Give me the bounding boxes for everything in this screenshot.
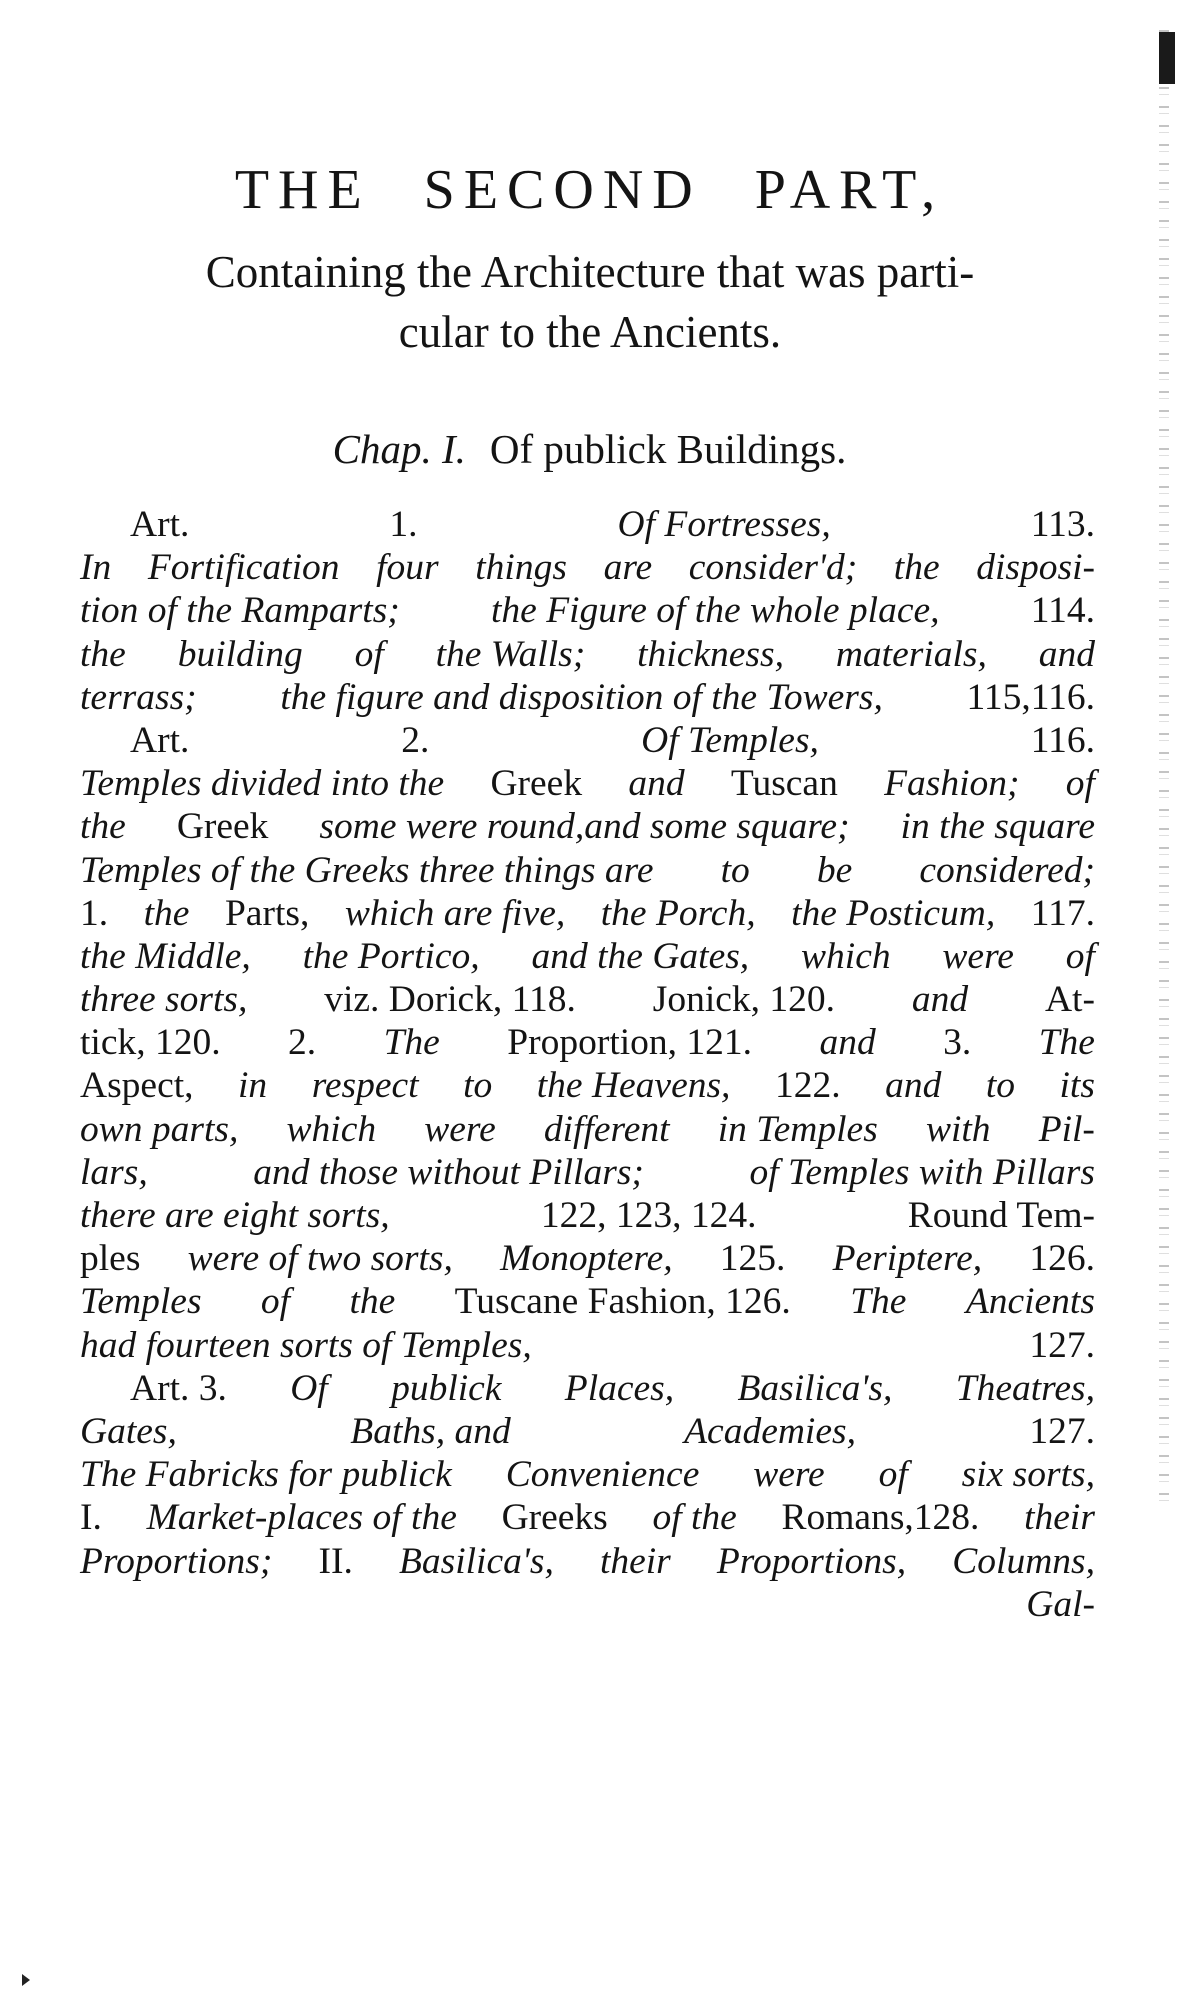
text-segment: the Posticum, [791,892,996,934]
text-segment: respect [311,1065,419,1107]
text-segment: three sorts, [80,979,248,1021]
text-segment: Of Fortresses, [617,504,831,545]
part-heading: THE SECOND PART, [234,159,945,221]
text-segment: own parts, [80,1108,239,1150]
text-segment: the Walls; [435,633,586,675]
scan-corner-mark [22,1974,30,1986]
scan-edge-noise [1159,30,1169,1510]
text-segment: Places, [564,1367,675,1409]
text-segment: 2. [288,1022,317,1064]
text-segment: and the Gates, [531,935,750,977]
text-segment: Greeks [501,1497,608,1539]
text-segment: materials, [835,633,987,675]
text-segment: Tuscane Fashion, 126. [454,1281,791,1323]
text-segment: II. [318,1540,353,1582]
text-segment: disposi- [976,547,1095,589]
text-line [80,719,1095,762]
text-segment: Art. [130,504,190,545]
text-line [80,1540,1095,1583]
text-line [80,1021,1095,1064]
text-segment: Temples of the Greeks three things are [80,849,654,891]
text-segment: the [143,892,190,934]
text-segment: Pil- [1038,1108,1095,1150]
text-segment: Aspect, [80,1065,194,1107]
text-segment: be [816,849,853,891]
text-segment: ples [80,1238,141,1280]
text-segment: there are eight sorts, [80,1195,390,1236]
text-segment: which are five, [344,892,566,934]
text-segment: Market-places of the [146,1497,457,1539]
text-segment: of [260,1281,291,1323]
text-segment: things [475,547,567,589]
text-segment: of [354,633,384,675]
text-segment: The [383,1022,440,1064]
text-segment: 114. [1030,590,1095,632]
text-segment: Convenience [505,1454,700,1496]
text-segment: four [376,547,439,589]
text-line [80,1237,1095,1280]
subtitle-line: Containing the Architecture that was parti- [205,247,975,297]
text-segment: 3. [943,1022,972,1064]
text-segment: which [286,1108,377,1150]
text-line [80,1280,1095,1323]
text-line [80,676,1095,719]
text-segment: terrass; [80,676,197,718]
text-segment: the figure and disposition of the Towers, [280,676,883,718]
text-segment: and [819,1022,876,1064]
text-segment: 116. [1030,719,1095,761]
text-line [80,1324,1095,1367]
text-segment: 1. [389,504,418,545]
text-line [80,849,1095,892]
text-segment: Romans,128. [781,1497,980,1539]
text-segment: lars, [80,1151,148,1193]
chapter-title: Of publick Buildings. [489,426,847,472]
text-segment: Tuscan [730,763,838,805]
text-segment: Ancients [965,1281,1095,1323]
text-segment: I. [80,1497,102,1539]
text-segment: Columns, [952,1540,1095,1582]
text-segment: its [1059,1065,1095,1107]
text-segment: 126. [1029,1238,1095,1280]
text-segment: Fortification [147,547,340,589]
text-segment: of [1065,763,1095,805]
text-segment: of [878,1454,908,1496]
text-segment: the Portico, [302,935,480,977]
text-segment: The Fabricks for publick [80,1454,452,1496]
text-line [80,633,1095,676]
text-segment: the [80,633,126,675]
text-line [80,1151,1095,1194]
text-segment: viz. Dorick, 118. [324,979,576,1021]
text-segment: Art. 3. [130,1367,227,1409]
text-line [80,935,1095,978]
text-segment: and [1038,633,1095,675]
text-segment: had fourteen sorts of Temples, [80,1324,532,1366]
text-segment: the [80,806,126,848]
text-segment: The [1038,1022,1095,1064]
text-segment: the Middle, [80,935,251,977]
text-segment: the Porch, [600,892,756,934]
text-segment: Greek [176,806,269,848]
text-segment: are [603,547,653,589]
text-segment: Of Temples, [641,719,819,761]
text-segment: and [885,1065,942,1107]
text-segment: thickness, [637,633,784,675]
text-segment: 122, 123, 124. [540,1195,757,1236]
text-segment: Temples [80,1281,202,1323]
text-segment: tick, 120. [80,1022,221,1064]
text-segment: Proportions, [716,1540,907,1582]
text-segment: Temples divided into the [80,763,445,805]
chapter-heading [0,425,1179,473]
text-segment: in [238,1065,268,1107]
text-segment: 115,116. [966,676,1095,718]
text-segment: Basilica's, [398,1540,554,1582]
chapter-label: Chap. I. [332,426,466,472]
text-segment: the Figure of the whole place, [491,590,940,632]
text-segment: 125. [719,1238,786,1280]
text-segment: of the [652,1497,737,1539]
text-segment: the Heavens, [536,1065,731,1107]
text-segment: In [80,547,112,589]
text-segment: building [177,633,303,675]
text-line [80,1410,1095,1453]
text-segment: Periptere, [832,1238,983,1280]
text-segment: Round Tem- [907,1195,1095,1236]
table-of-contents-text [80,503,1095,1626]
text-segment: of Temples with Pillars [749,1151,1095,1193]
text-segment: Basilica's, [737,1367,893,1409]
text-segment: with [925,1108,991,1150]
text-segment: were of two sorts, [187,1238,453,1280]
text-segment: 1. [80,892,109,934]
text-segment: which [801,935,891,977]
text-line [80,805,1095,848]
text-line [80,503,1095,546]
text-segment: the [893,547,940,589]
text-segment: some were round,and some square; [319,806,850,848]
text-segment: publick [391,1367,502,1409]
scan-edge-mark [1159,32,1175,84]
text-segment: Fashion; [884,763,1020,805]
text-line [80,1583,1095,1626]
text-line [80,546,1095,589]
text-segment: Greek [490,763,583,805]
text-segment: Monoptere, [500,1238,673,1280]
text-segment: Academies, [684,1410,856,1452]
text-line [80,589,1095,632]
text-segment: to [720,849,750,891]
text-segment: 127. [1029,1410,1095,1452]
text-line [80,1367,1095,1410]
text-segment: six sorts, [961,1454,1095,1496]
text-segment: Of [290,1367,328,1409]
text-segment: were [942,935,1014,977]
text-line [80,762,1095,805]
text-line [80,892,1095,935]
text-segment: considered; [919,849,1095,891]
text-segment: Gates, [80,1410,177,1452]
text-segment: Art. [130,719,190,761]
text-segment: 113. [1030,504,1095,545]
text-segment: Proportion, 121. [507,1022,753,1064]
text-segment: At- [1044,979,1095,1021]
text-segment: 117. [1030,892,1095,934]
text-segment: their [1024,1497,1095,1539]
text-segment: their [599,1540,671,1582]
text-segment: Proportions; [80,1540,273,1582]
text-segment: to [985,1065,1015,1107]
text-segment: and [628,763,685,805]
text-segment: consider'd; [688,547,858,589]
text-segment: and those without Pillars; [253,1151,644,1193]
text-segment: of [1065,935,1095,977]
text-segment: and [911,979,969,1021]
text-segment: to [463,1065,493,1107]
text-line [80,1496,1095,1539]
text-segment: tion of the Ramparts; [80,590,400,632]
text-segment: Theatres, [955,1367,1095,1409]
text-segment: Baths, and [350,1410,511,1452]
text-segment: 127. [1029,1324,1095,1366]
text-segment: the [349,1281,396,1323]
text-line [80,1108,1095,1151]
text-segment: The [850,1281,907,1323]
text-segment: in Temples [717,1108,878,1150]
text-segment: 2. [401,719,430,761]
text-line [80,1194,1095,1237]
text-segment: 122. [774,1065,841,1107]
part-subtitle [60,242,1120,362]
text-line [80,1064,1095,1107]
text-segment: different [543,1108,670,1150]
text-segment: Jonick, 120. [652,979,836,1021]
text-line [80,1453,1095,1496]
text-line [80,978,1095,1021]
text-segment: Gal- [1026,1583,1095,1625]
subtitle-line: cular to the Ancients. [398,307,782,357]
text-segment: were [424,1108,496,1150]
text-segment: in the square [900,806,1095,848]
text-segment: were [753,1454,825,1496]
text-segment: Parts, [224,892,310,934]
